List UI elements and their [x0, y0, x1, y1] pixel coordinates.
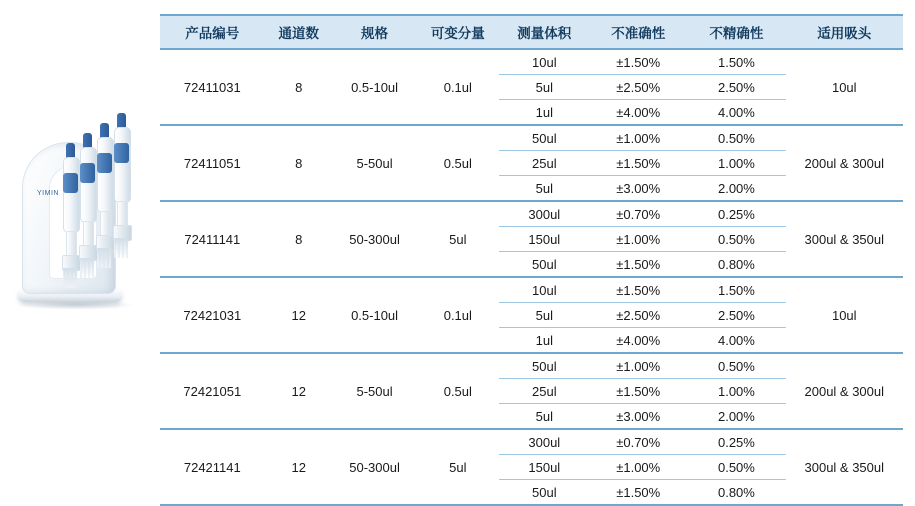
cell-volume: 50ul [499, 252, 589, 278]
cell-inaccuracy: ±1.00% [589, 125, 687, 151]
cell-tip: 200ul & 300ul [786, 125, 903, 201]
cell-spec: 50-300ul [333, 429, 416, 505]
cell-increment: 5ul [416, 429, 499, 505]
pipette-grip [63, 173, 78, 193]
cell-inaccuracy: ±1.00% [589, 455, 687, 480]
cell-imprecision: 1.00% [687, 151, 785, 176]
cell-imprecision: 0.50% [687, 125, 785, 151]
multichannel-pipette-illustration [10, 95, 160, 310]
table-body [160, 49, 903, 505]
cell-volume: 300ul [499, 201, 589, 227]
cell-spec: 5-50ul [333, 125, 416, 201]
cell-inaccuracy: ±3.00% [589, 176, 687, 202]
cell-volume: 300ul [499, 429, 589, 455]
cell-imprecision: 2.00% [687, 404, 785, 430]
spec-table-container [160, 0, 915, 500]
cell-inaccuracy: ±2.50% [589, 75, 687, 100]
cell-channels: 12 [265, 429, 333, 505]
cell-product-code: 72421051 [160, 353, 265, 429]
cell-imprecision: 1.50% [687, 277, 785, 303]
table-row [160, 125, 903, 151]
cell-volume: 10ul [499, 277, 589, 303]
cell-product-code: 72411031 [160, 49, 265, 125]
pipette-body [80, 147, 97, 223]
cell-inaccuracy: ±0.70% [589, 201, 687, 227]
cell-tip: 10ul [786, 277, 903, 353]
cell-imprecision: 1.50% [687, 49, 785, 75]
cell-volume: 25ul [499, 151, 589, 176]
table-row [160, 201, 903, 227]
cell-inaccuracy: ±0.70% [589, 429, 687, 455]
cell-imprecision: 1.00% [687, 379, 785, 404]
cell-volume: 1ul [499, 328, 589, 354]
cell-imprecision: 2.00% [687, 176, 785, 202]
cell-volume: 1ul [499, 100, 589, 126]
cell-volume: 10ul [499, 49, 589, 75]
cell-volume: 50ul [499, 125, 589, 151]
cell-increment: 5ul [416, 201, 499, 277]
cell-volume: 5ul [499, 176, 589, 202]
cell-inaccuracy: ±3.00% [589, 404, 687, 430]
cell-imprecision: 0.25% [687, 429, 785, 455]
cell-inaccuracy: ±1.50% [589, 151, 687, 176]
col-header-spec: 规格 [333, 15, 416, 49]
col-header-tip: 适用吸头 [786, 15, 903, 49]
pipette-body [97, 137, 114, 213]
cell-increment: 0.5ul [416, 125, 499, 201]
cell-inaccuracy: ±1.00% [589, 353, 687, 379]
pipette-tips [63, 268, 78, 288]
cell-imprecision: 0.80% [687, 252, 785, 278]
pipette-grip [80, 163, 95, 183]
table-row [160, 49, 903, 75]
cell-spec: 0.5-10ul [333, 49, 416, 125]
table-header-row [160, 15, 903, 49]
cell-imprecision: 2.50% [687, 303, 785, 328]
pipette-tips [97, 248, 112, 268]
cell-imprecision: 2.50% [687, 75, 785, 100]
table-row [160, 429, 903, 455]
cell-spec: 0.5-10ul [333, 277, 416, 353]
cell-tip: 300ul & 350ul [786, 201, 903, 277]
cell-volume: 25ul [499, 379, 589, 404]
cell-imprecision: 4.00% [687, 100, 785, 126]
col-header-inaccuracy: 不准确性 [589, 15, 687, 49]
pipette-tips [80, 258, 95, 278]
cell-inaccuracy: ±1.50% [589, 49, 687, 75]
cell-channels: 8 [265, 125, 333, 201]
col-header-channels: 通道数 [265, 15, 333, 49]
cell-increment: 0.5ul [416, 353, 499, 429]
cell-inaccuracy: ±4.00% [589, 328, 687, 354]
cell-product-code: 72421141 [160, 429, 265, 505]
col-header-imprecision: 不精确性 [687, 15, 785, 49]
pipette-body [63, 157, 80, 233]
cell-volume: 50ul [499, 480, 589, 506]
cell-tip: 300ul & 350ul [786, 429, 903, 505]
cell-product-code: 72421031 [160, 277, 265, 353]
cell-inaccuracy: ±1.00% [589, 227, 687, 252]
cell-spec: 5-50ul [333, 353, 416, 429]
cell-imprecision: 0.50% [687, 227, 785, 252]
pipette-4 [113, 113, 130, 263]
pipette-2 [79, 133, 96, 283]
pipette-grip [97, 153, 112, 173]
cell-inaccuracy: ±2.50% [589, 303, 687, 328]
cell-volume: 5ul [499, 75, 589, 100]
cell-volume: 5ul [499, 303, 589, 328]
pipette-1 [62, 143, 79, 293]
table-row [160, 277, 903, 303]
cell-tip: 200ul & 300ul [786, 353, 903, 429]
col-header-increment: 可变分量 [416, 15, 499, 49]
cell-imprecision: 0.80% [687, 480, 785, 506]
pipette-tips [114, 238, 129, 258]
table-row [160, 353, 903, 379]
col-header-product-code: 产品编号 [160, 15, 265, 49]
col-header-volume: 测量体积 [499, 15, 589, 49]
cell-increment: 0.1ul [416, 277, 499, 353]
cell-spec: 50-300ul [333, 201, 416, 277]
cell-channels: 12 [265, 353, 333, 429]
pipette-grip [114, 143, 129, 163]
cell-volume: 5ul [499, 404, 589, 430]
cell-inaccuracy: ±4.00% [589, 100, 687, 126]
cell-imprecision: 0.50% [687, 455, 785, 480]
cell-channels: 8 [265, 201, 333, 277]
pipette-rack [62, 113, 148, 285]
brand-logo: YIMIN [37, 190, 59, 197]
cell-volume: 50ul [499, 353, 589, 379]
cell-product-code: 72411141 [160, 201, 265, 277]
cell-volume: 150ul [499, 455, 589, 480]
cell-imprecision: 4.00% [687, 328, 785, 354]
product-spec-table [160, 14, 903, 506]
cell-imprecision: 0.50% [687, 353, 785, 379]
cell-inaccuracy: ±1.50% [589, 480, 687, 506]
cell-tip: 10ul [786, 49, 903, 125]
pipette-body [114, 127, 131, 203]
product-image-panel [0, 0, 160, 408]
cell-inaccuracy: ±1.50% [589, 379, 687, 404]
cell-product-code: 72411051 [160, 125, 265, 201]
cell-increment: 0.1ul [416, 49, 499, 125]
cell-volume: 150ul [499, 227, 589, 252]
cell-inaccuracy: ±1.50% [589, 252, 687, 278]
cell-imprecision: 0.25% [687, 201, 785, 227]
pipette-3 [96, 123, 113, 273]
cell-channels: 8 [265, 49, 333, 125]
cell-channels: 12 [265, 277, 333, 353]
cell-inaccuracy: ±1.50% [589, 277, 687, 303]
